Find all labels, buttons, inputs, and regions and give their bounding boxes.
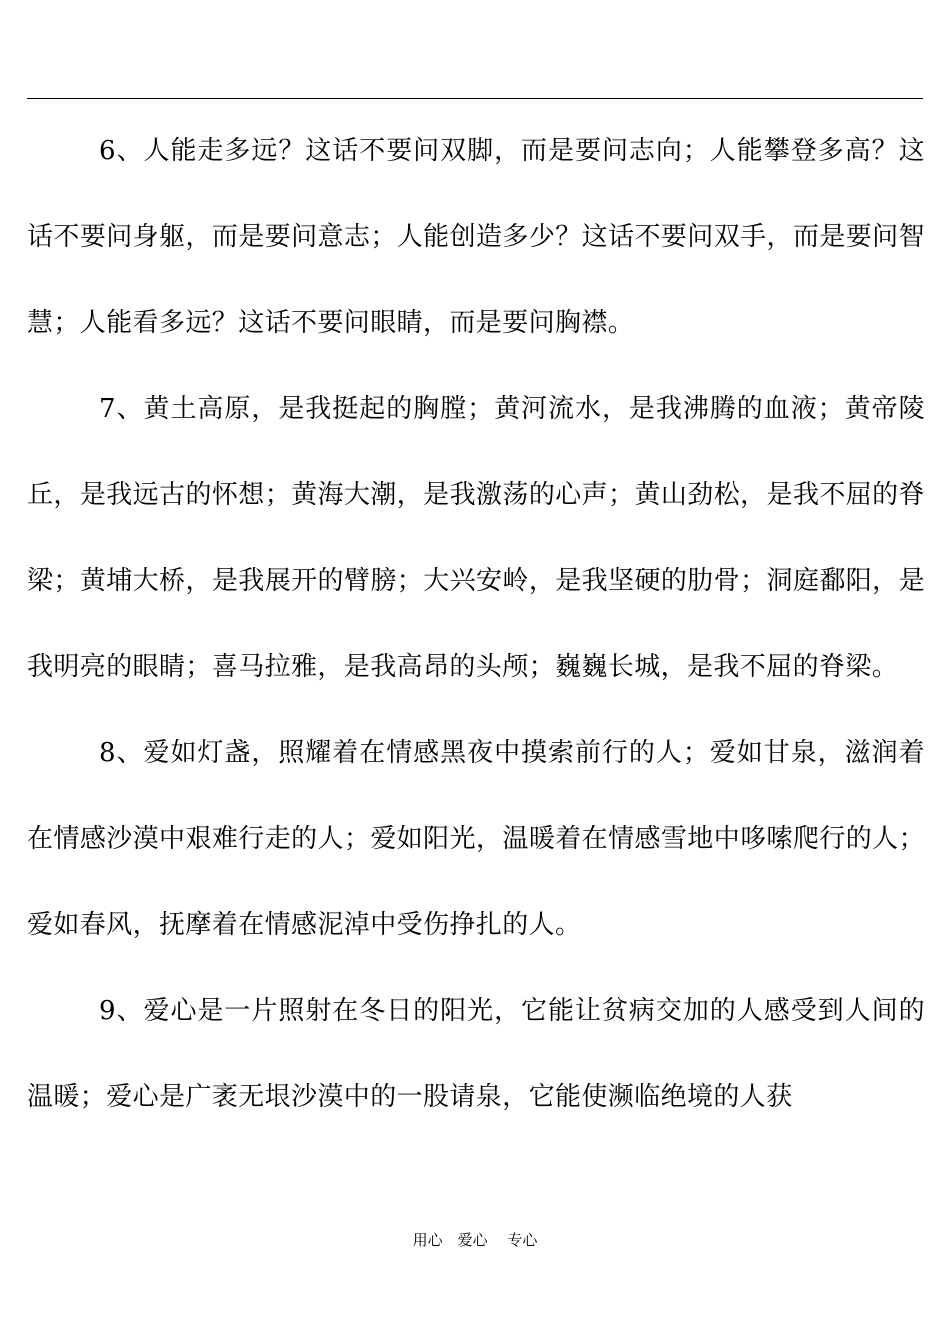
header-rule — [27, 98, 923, 99]
paragraph-8: 8、爱如灯盏，照耀着在情感黑夜中摸索前行的人；爱如甘泉，滋润着在情感沙漠中艰难行走的人；爱如阳光，温暖着在情感雪地中哆嗦爬行的人；爱如春风，抚摩着在情感泥淖中受伤挣扎的人。 — [27, 738, 925, 940]
paragraph-7: 7、黄土高原，是我挺起的胸膛；黄河流水，是我沸腾的血液；黄帝陵丘，是我远古的怀想；黄海大潮，是我激荡的心声；黄山劲松，是我不屈的脊梁；黄埔大桥，是我展开的臂膀；大兴安岭，是我坚硬的肋骨；洞庭鄱阳，是我明亮的眼睛；喜马拉雅，是我高昂的头颅；巍巍长城，是我不屈的脊梁。 — [27, 394, 925, 682]
paragraph-6: 6、人能走多远？这话不要问双脚，而是要问志向；人能攀登多高？这话不要问身躯，而是要问意志；人能创造多少？这话不要问双手，而是要问智慧；人能看多远？这话不要问眼睛，而是要问胸襟。 — [27, 136, 925, 338]
body-text — [27, 108, 925, 1140]
page-footer: 用心 爱心 专心 — [412, 1231, 538, 1249]
paragraph-9: 9、爱心是一片照射在冬日的阳光，它能让贫病交加的人感受到人间的温暖；爱心是广袤无垠沙漠中的一股请泉，它能使濒临绝境的人获 — [27, 996, 925, 1112]
